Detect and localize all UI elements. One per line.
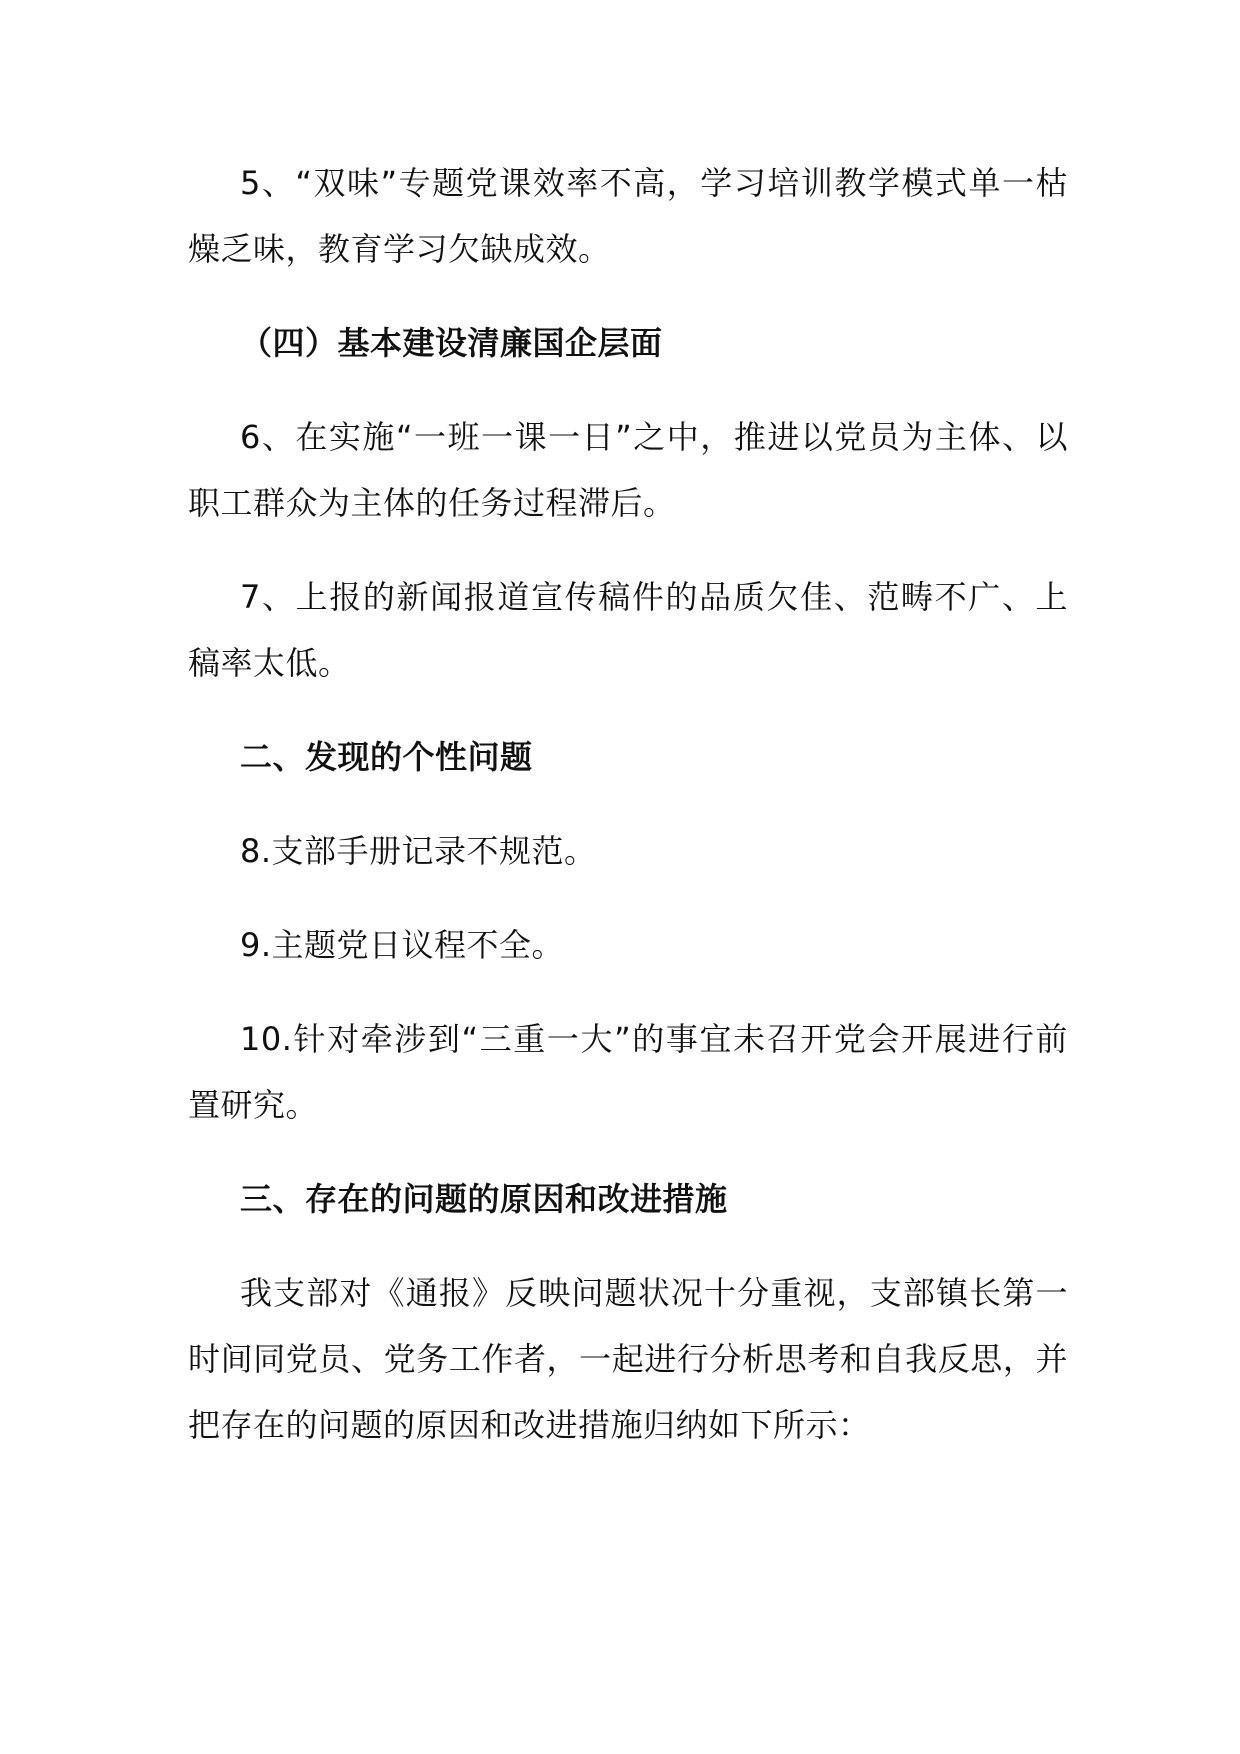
section-3-heading: 三、存在的问题的原因和改进措施 bbox=[240, 1180, 728, 1218]
item-10-paragraph: 10.针对牵涉到“三重一大”的事宜未召开党会开展进行前置研究。 bbox=[188, 1020, 1068, 1124]
document-page bbox=[188, 150, 1068, 1486]
section-2-heading: 二、发现的个性问题 bbox=[240, 738, 533, 776]
item-7-paragraph: 7、上报的新闻报道宣传稿件的品质欠佳、范畴不广、上稿率太低。 bbox=[188, 578, 1068, 682]
item-6-paragraph: 6、在实施“一班一课一日”之中，推进以党员为主体、以职工群众为主体的任务过程滞后。 bbox=[188, 418, 1068, 522]
section-4-heading: （四）基本建设清廉国企层面 bbox=[240, 324, 663, 362]
item-5-paragraph: 5、“双味”专题党课效率不高，学习培训教学模式单一枯燥乏味，教育学习欠缺成效。 bbox=[188, 164, 1068, 268]
item-8-paragraph: 8.支部手册记录不规范。 bbox=[240, 832, 597, 870]
intro-paragraph: 我支部对《通报》反映问题状况十分重视，支部镇长第一时间同党员、党务工作者，一起进行分析思考和自我反思，并把存在的问题的原因和改进措施归纳如下所示： bbox=[188, 1274, 1068, 1444]
item-9-paragraph: 9.主题党日议程不全。 bbox=[240, 926, 565, 964]
